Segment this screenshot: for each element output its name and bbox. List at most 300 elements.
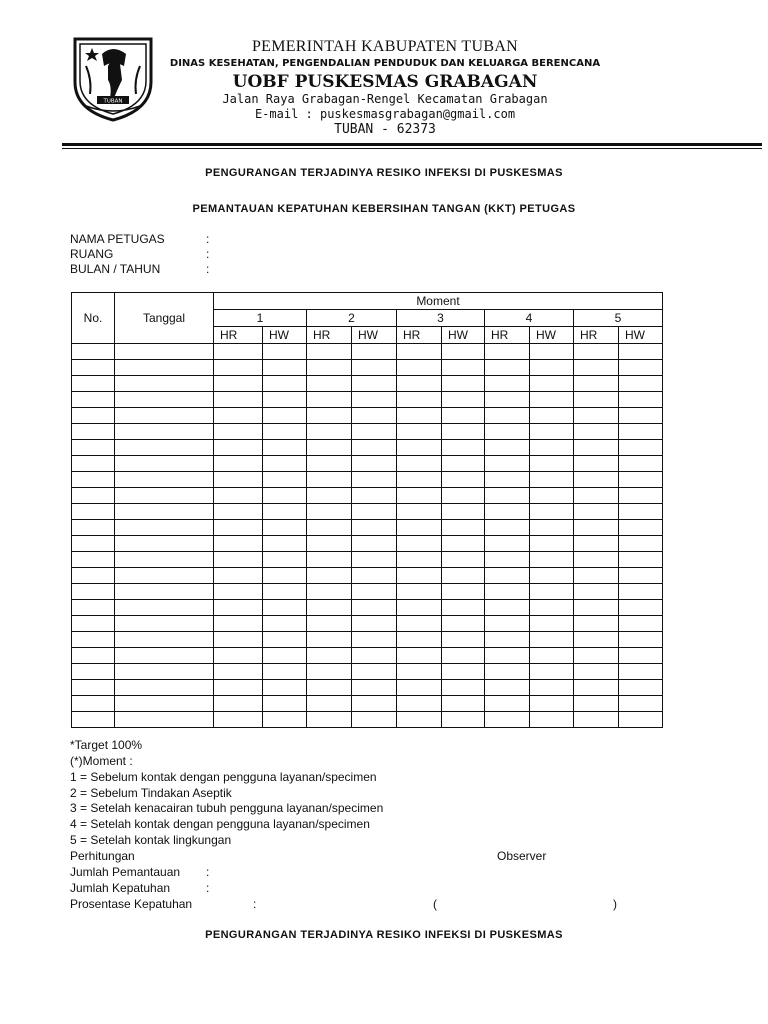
table-cell bbox=[352, 664, 397, 680]
table-cell bbox=[485, 520, 530, 536]
table-cell bbox=[214, 680, 263, 696]
moment-3-hr: HR bbox=[397, 327, 442, 344]
table-cell bbox=[442, 360, 485, 376]
table-cell bbox=[115, 376, 214, 392]
table-cell bbox=[619, 360, 663, 376]
table-cell bbox=[72, 376, 115, 392]
table-cell bbox=[263, 680, 307, 696]
table-cell bbox=[307, 536, 352, 552]
table-cell bbox=[352, 344, 397, 360]
table-cell bbox=[530, 504, 574, 520]
table-cell bbox=[72, 712, 115, 728]
table-cell bbox=[115, 568, 214, 584]
table-cell bbox=[619, 664, 663, 680]
table-cell bbox=[442, 616, 485, 632]
table-cell bbox=[307, 472, 352, 488]
table-cell bbox=[352, 360, 397, 376]
table-cell bbox=[72, 456, 115, 472]
table-cell bbox=[397, 488, 442, 504]
table-cell bbox=[115, 472, 214, 488]
table-cell bbox=[214, 360, 263, 376]
table-cell bbox=[485, 712, 530, 728]
table-cell bbox=[307, 440, 352, 456]
table-cell bbox=[574, 696, 619, 712]
table-cell bbox=[72, 616, 115, 632]
table-cell bbox=[214, 440, 263, 456]
table-cell bbox=[619, 504, 663, 520]
table-cell bbox=[397, 360, 442, 376]
table-cell bbox=[574, 392, 619, 408]
table-row bbox=[72, 344, 663, 360]
table-cell bbox=[442, 536, 485, 552]
table-cell bbox=[72, 424, 115, 440]
table-row bbox=[72, 456, 663, 472]
table-cell bbox=[352, 488, 397, 504]
table-cell bbox=[574, 648, 619, 664]
observer-label: Observer bbox=[497, 849, 547, 863]
table-row bbox=[72, 696, 663, 712]
table-cell bbox=[115, 520, 214, 536]
kop-line-government: PEMERINTAH KABUPATEN TUBAN bbox=[251, 38, 519, 55]
moment-3-hw: HW bbox=[442, 327, 485, 344]
table-cell bbox=[115, 424, 214, 440]
table-row bbox=[72, 424, 663, 440]
table-row bbox=[72, 376, 663, 392]
table-cell bbox=[352, 696, 397, 712]
table-cell bbox=[307, 392, 352, 408]
table-cell bbox=[574, 632, 619, 648]
table-cell bbox=[619, 536, 663, 552]
table-cell bbox=[619, 520, 663, 536]
monitoring-table bbox=[71, 292, 663, 728]
table-cell bbox=[352, 712, 397, 728]
jumlah-pemantauan-label: Jumlah Pemantauan bbox=[70, 865, 181, 879]
table-cell bbox=[397, 680, 442, 696]
moment-4-header: 4 bbox=[485, 310, 574, 327]
kop-line-city: TUBAN - 62373 bbox=[334, 122, 436, 137]
table-cell bbox=[574, 520, 619, 536]
table-cell bbox=[485, 424, 530, 440]
table-cell bbox=[307, 552, 352, 568]
table-cell bbox=[442, 584, 485, 600]
table-cell bbox=[442, 520, 485, 536]
table-cell bbox=[619, 632, 663, 648]
field-nama-petugas-colon: : bbox=[206, 232, 210, 246]
table-cell bbox=[352, 600, 397, 616]
table-cell bbox=[530, 616, 574, 632]
table-cell bbox=[307, 488, 352, 504]
table-cell bbox=[442, 696, 485, 712]
table-cell bbox=[442, 648, 485, 664]
table-cell bbox=[307, 408, 352, 424]
table-cell bbox=[307, 648, 352, 664]
table-cell bbox=[574, 344, 619, 360]
table-cell bbox=[352, 536, 397, 552]
field-ruang-label: RUANG bbox=[70, 247, 114, 261]
field-nama-petugas-label: NAMA PETUGAS bbox=[70, 232, 165, 246]
table-cell bbox=[214, 456, 263, 472]
table-cell bbox=[214, 664, 263, 680]
table-cell bbox=[115, 344, 214, 360]
table-cell bbox=[307, 568, 352, 584]
table-cell bbox=[530, 680, 574, 696]
table-cell bbox=[619, 488, 663, 504]
table-row bbox=[72, 440, 663, 456]
table-cell bbox=[214, 616, 263, 632]
table-row bbox=[72, 584, 663, 600]
table-cell bbox=[115, 696, 214, 712]
kop-line-address: Jalan Raya Grabagan-Rengel Kecamatan Grabagan bbox=[222, 92, 548, 106]
table-cell bbox=[72, 504, 115, 520]
table-cell bbox=[307, 424, 352, 440]
table-cell bbox=[263, 616, 307, 632]
table-cell bbox=[352, 440, 397, 456]
table-cell bbox=[263, 408, 307, 424]
table-cell bbox=[263, 488, 307, 504]
table-row bbox=[72, 712, 663, 728]
table-cell bbox=[352, 680, 397, 696]
table-cell bbox=[442, 552, 485, 568]
table-cell bbox=[397, 504, 442, 520]
table-cell bbox=[485, 696, 530, 712]
table-cell bbox=[619, 552, 663, 568]
moment-4-hw: HW bbox=[530, 327, 574, 344]
table-cell bbox=[352, 568, 397, 584]
table-cell bbox=[307, 664, 352, 680]
table-cell bbox=[530, 520, 574, 536]
table-cell bbox=[352, 504, 397, 520]
moment-5-header: 5 bbox=[574, 310, 663, 327]
table-cell bbox=[485, 440, 530, 456]
table-cell bbox=[72, 568, 115, 584]
moment-legend-item: 3 = Setelah kenacairan tubuh pengguna layanan/specimen bbox=[70, 801, 384, 815]
footer-title: PENGURANGAN TERJADINYA RESIKO INFEKSI DI PUSKESMAS bbox=[205, 929, 563, 941]
moment-2-header: 2 bbox=[307, 310, 397, 327]
table-cell bbox=[485, 648, 530, 664]
table-cell bbox=[214, 712, 263, 728]
table-cell bbox=[352, 648, 397, 664]
table-cell bbox=[530, 392, 574, 408]
table-cell bbox=[442, 568, 485, 584]
table-row bbox=[72, 648, 663, 664]
table-cell bbox=[397, 424, 442, 440]
table-cell bbox=[307, 680, 352, 696]
table-cell bbox=[115, 408, 214, 424]
jumlah-kepatuhan-colon: : bbox=[206, 881, 210, 895]
table-cell bbox=[574, 600, 619, 616]
moment-2-hw: HW bbox=[352, 327, 397, 344]
table-cell bbox=[485, 344, 530, 360]
table-cell bbox=[485, 664, 530, 680]
table-cell bbox=[485, 552, 530, 568]
table-cell bbox=[619, 696, 663, 712]
moment-1-header: 1 bbox=[214, 310, 307, 327]
moment-5-hr: HR bbox=[574, 327, 619, 344]
table-cell bbox=[574, 488, 619, 504]
table-row bbox=[72, 504, 663, 520]
table-cell bbox=[619, 456, 663, 472]
table-cell bbox=[307, 712, 352, 728]
field-bulan-tahun-label: BULAN / TAHUN bbox=[70, 262, 161, 276]
table-cell bbox=[574, 504, 619, 520]
table-cell bbox=[574, 440, 619, 456]
table-cell bbox=[619, 584, 663, 600]
moment-legend-item: 4 = Setelah kontak dengan pengguna layanan/specimen bbox=[70, 817, 370, 831]
table-cell bbox=[263, 440, 307, 456]
table-cell bbox=[72, 584, 115, 600]
table-cell bbox=[485, 632, 530, 648]
table-cell bbox=[214, 376, 263, 392]
jumlah-kepatuhan-label: Jumlah Kepatuhan bbox=[70, 881, 171, 895]
table-cell bbox=[619, 472, 663, 488]
table-cell bbox=[307, 584, 352, 600]
table-cell bbox=[442, 664, 485, 680]
table-cell bbox=[307, 632, 352, 648]
table-cell bbox=[307, 696, 352, 712]
table-cell bbox=[263, 424, 307, 440]
table-cell bbox=[307, 616, 352, 632]
table-cell bbox=[485, 472, 530, 488]
table-cell bbox=[263, 456, 307, 472]
table-cell bbox=[115, 584, 214, 600]
table-cell bbox=[574, 472, 619, 488]
table-cell bbox=[619, 616, 663, 632]
table-cell bbox=[263, 696, 307, 712]
table-cell bbox=[397, 664, 442, 680]
table-cell bbox=[530, 344, 574, 360]
table-row bbox=[72, 600, 663, 616]
table-cell bbox=[574, 616, 619, 632]
table-row bbox=[72, 536, 663, 552]
table-row bbox=[72, 552, 663, 568]
table-cell bbox=[214, 584, 263, 600]
table-cell bbox=[530, 568, 574, 584]
table-cell bbox=[397, 344, 442, 360]
table-cell bbox=[263, 392, 307, 408]
table-cell bbox=[397, 712, 442, 728]
prosentase-kepatuhan-colon: : bbox=[253, 897, 257, 911]
table-cell bbox=[214, 408, 263, 424]
table-cell bbox=[530, 536, 574, 552]
table-cell bbox=[214, 552, 263, 568]
table-cell bbox=[485, 584, 530, 600]
table-cell bbox=[574, 712, 619, 728]
table-row bbox=[72, 360, 663, 376]
moment-legend-item: 5 = Setelah kontak lingkungan bbox=[70, 833, 232, 847]
table-cell bbox=[530, 424, 574, 440]
table-cell bbox=[214, 696, 263, 712]
observer-open-paren: ( bbox=[433, 897, 437, 911]
table-cell bbox=[442, 488, 485, 504]
table-cell bbox=[72, 440, 115, 456]
table-cell bbox=[72, 392, 115, 408]
table-cell bbox=[115, 536, 214, 552]
table-cell bbox=[574, 408, 619, 424]
moment-5-hw: HW bbox=[619, 327, 663, 344]
table-cell bbox=[442, 376, 485, 392]
moment-legend-item: 1 = Sebelum kontak dengan pengguna layanan/specimen bbox=[70, 770, 377, 784]
table-cell bbox=[397, 648, 442, 664]
table-cell bbox=[397, 376, 442, 392]
table-cell bbox=[574, 584, 619, 600]
table-cell bbox=[72, 600, 115, 616]
table-cell bbox=[397, 696, 442, 712]
table-cell bbox=[574, 552, 619, 568]
table-cell bbox=[214, 424, 263, 440]
moment-legend-item: 2 = Sebelum Tindakan Aseptik bbox=[70, 786, 232, 800]
table-cell bbox=[530, 696, 574, 712]
table-cell bbox=[485, 456, 530, 472]
logo-label: TUBAN bbox=[103, 98, 123, 105]
table-cell bbox=[263, 648, 307, 664]
table-cell bbox=[485, 408, 530, 424]
table-cell bbox=[442, 600, 485, 616]
table-cell bbox=[397, 456, 442, 472]
table-cell bbox=[214, 600, 263, 616]
table-cell bbox=[263, 520, 307, 536]
table-cell bbox=[72, 552, 115, 568]
header-divider-thick bbox=[62, 143, 762, 146]
table-cell bbox=[214, 520, 263, 536]
table-cell bbox=[263, 632, 307, 648]
table-cell bbox=[263, 344, 307, 360]
table-cell bbox=[115, 360, 214, 376]
table-cell bbox=[442, 456, 485, 472]
table-row bbox=[72, 568, 663, 584]
table-row bbox=[72, 616, 663, 632]
table-cell bbox=[397, 552, 442, 568]
table-cell bbox=[574, 568, 619, 584]
table-cell bbox=[72, 664, 115, 680]
table-cell bbox=[485, 536, 530, 552]
table-cell bbox=[619, 376, 663, 392]
table-cell bbox=[352, 472, 397, 488]
col-no-header: No. bbox=[72, 293, 115, 344]
table-cell bbox=[115, 488, 214, 504]
table-cell bbox=[530, 648, 574, 664]
table-cell bbox=[397, 568, 442, 584]
table-cell bbox=[485, 376, 530, 392]
observer-close-paren: ) bbox=[613, 897, 617, 911]
table-cell bbox=[619, 344, 663, 360]
table-cell bbox=[352, 392, 397, 408]
table-cell bbox=[115, 680, 214, 696]
table-cell bbox=[72, 536, 115, 552]
table-cell bbox=[115, 648, 214, 664]
table-cell bbox=[72, 696, 115, 712]
moment-3-header: 3 bbox=[397, 310, 485, 327]
table-cell bbox=[485, 360, 530, 376]
table-cell bbox=[214, 488, 263, 504]
table-cell bbox=[72, 680, 115, 696]
table-cell bbox=[530, 600, 574, 616]
table-cell bbox=[72, 408, 115, 424]
table-cell bbox=[72, 632, 115, 648]
table-row bbox=[72, 392, 663, 408]
table-cell bbox=[442, 680, 485, 696]
table-cell bbox=[263, 360, 307, 376]
table-row bbox=[72, 472, 663, 488]
table-cell bbox=[619, 648, 663, 664]
col-tanggal-header: Tanggal bbox=[115, 293, 214, 344]
table-cell bbox=[115, 392, 214, 408]
table-cell bbox=[307, 520, 352, 536]
moment-legend-header: (*)Moment : bbox=[70, 754, 133, 768]
table-cell bbox=[115, 712, 214, 728]
table-cell bbox=[72, 472, 115, 488]
table-cell bbox=[263, 472, 307, 488]
table-cell bbox=[214, 632, 263, 648]
kop-line-agency: DINAS KESEHATAN, PENGENDALIAN PENDUDUK DAN KELUARGA BERENCANA bbox=[169, 58, 601, 69]
table-cell bbox=[352, 632, 397, 648]
table-cell bbox=[263, 600, 307, 616]
document-subtitle: PEMANTAUAN KEPATUHAN KEBERSIHAN TANGAN (KKT) PETUGAS bbox=[192, 203, 576, 215]
jumlah-pemantauan-colon: : bbox=[206, 865, 210, 879]
kop-line-puskesmas: UOBF PUSKESMAS GRABAGAN bbox=[232, 72, 538, 92]
table-cell bbox=[307, 360, 352, 376]
moment-2-hr: HR bbox=[307, 327, 352, 344]
table-cell bbox=[530, 376, 574, 392]
table-cell bbox=[397, 536, 442, 552]
table-cell bbox=[352, 408, 397, 424]
table-cell bbox=[397, 632, 442, 648]
table-cell bbox=[442, 712, 485, 728]
table-cell bbox=[263, 584, 307, 600]
table-row bbox=[72, 488, 663, 504]
table-cell bbox=[307, 456, 352, 472]
table-cell bbox=[619, 680, 663, 696]
table-cell bbox=[574, 376, 619, 392]
table-cell bbox=[619, 440, 663, 456]
table-cell bbox=[307, 600, 352, 616]
table-cell bbox=[530, 360, 574, 376]
table-cell bbox=[530, 488, 574, 504]
table-cell bbox=[72, 344, 115, 360]
table-cell bbox=[352, 520, 397, 536]
table-cell bbox=[263, 536, 307, 552]
table-cell bbox=[485, 600, 530, 616]
table-cell bbox=[442, 504, 485, 520]
table-cell bbox=[115, 552, 214, 568]
table-cell bbox=[352, 376, 397, 392]
table-cell bbox=[442, 632, 485, 648]
table-cell bbox=[263, 664, 307, 680]
table-cell bbox=[619, 600, 663, 616]
table-cell bbox=[115, 456, 214, 472]
moment-1-hr: HR bbox=[214, 327, 263, 344]
table-cell bbox=[214, 344, 263, 360]
table-cell bbox=[72, 360, 115, 376]
table-cell bbox=[214, 392, 263, 408]
table-cell bbox=[530, 712, 574, 728]
table-cell bbox=[485, 392, 530, 408]
table-cell bbox=[485, 488, 530, 504]
table-cell bbox=[574, 664, 619, 680]
table-cell bbox=[397, 408, 442, 424]
table-cell bbox=[574, 680, 619, 696]
table-cell bbox=[442, 392, 485, 408]
table-cell bbox=[397, 600, 442, 616]
table-cell bbox=[485, 568, 530, 584]
table-row bbox=[72, 520, 663, 536]
table-cell bbox=[619, 424, 663, 440]
table-cell bbox=[619, 568, 663, 584]
target-note: *Target 100% bbox=[70, 738, 143, 752]
table-cell bbox=[263, 504, 307, 520]
table-cell bbox=[115, 664, 214, 680]
table-cell bbox=[115, 632, 214, 648]
table-cell bbox=[485, 504, 530, 520]
